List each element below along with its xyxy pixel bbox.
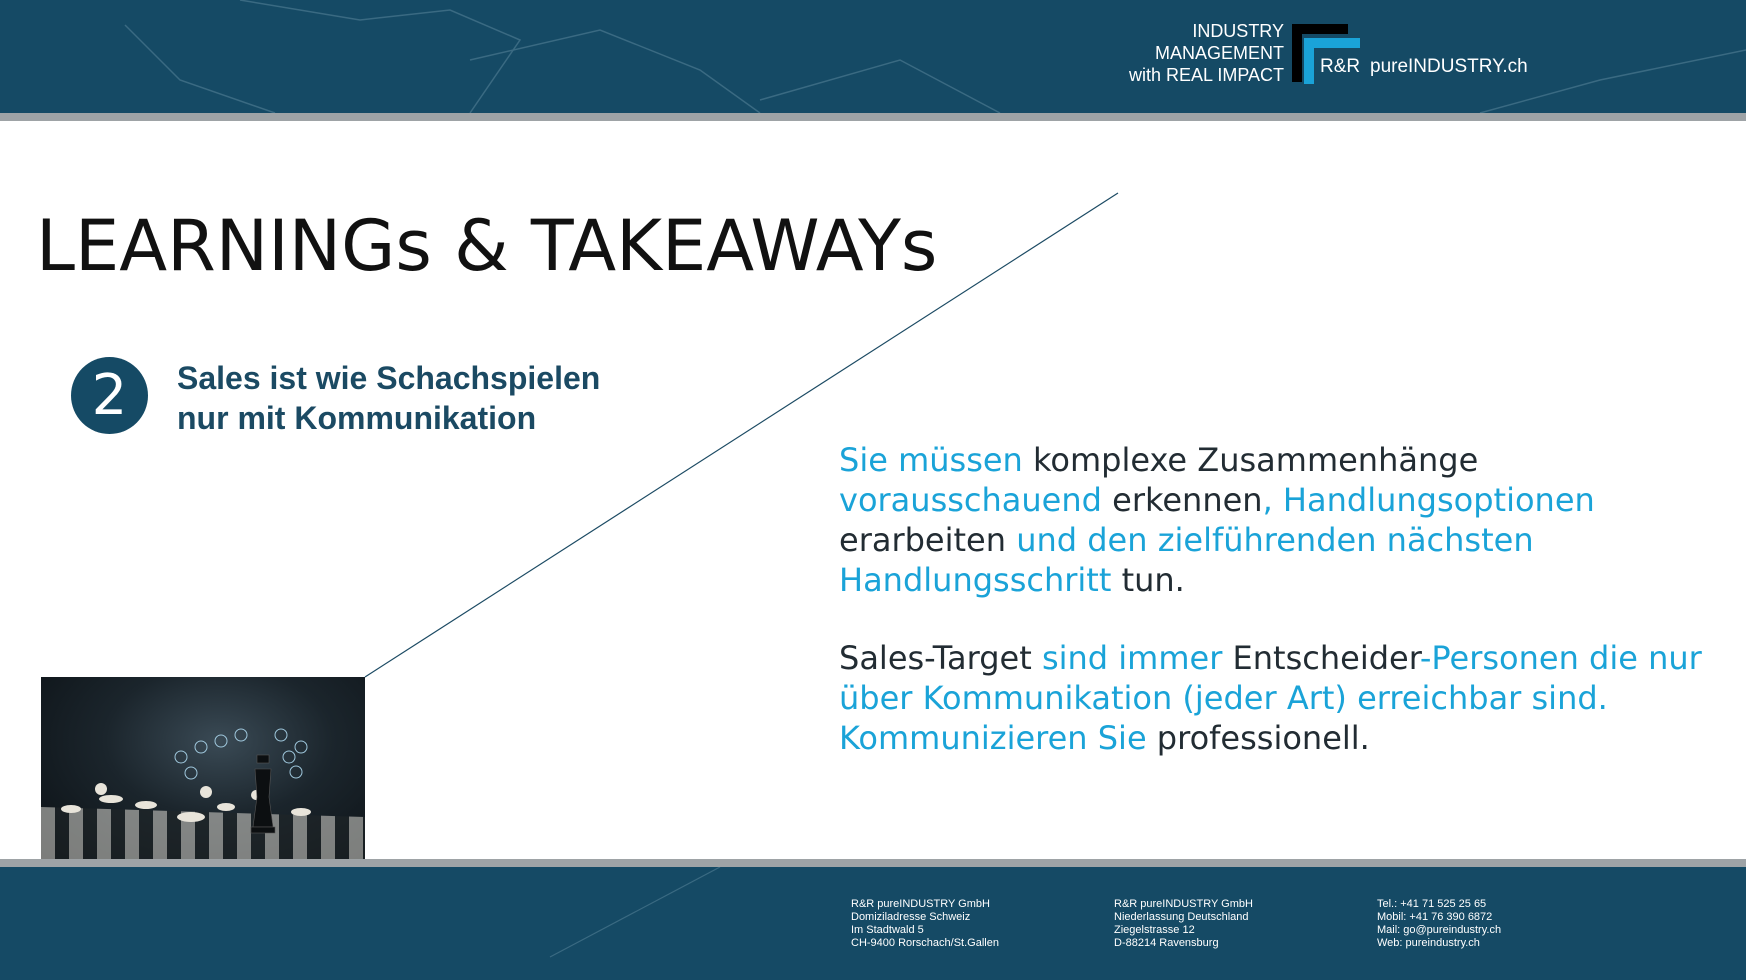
body-text-segment: professionell. [1146,719,1370,757]
highlighted-text: Sie müssen [839,441,1023,479]
contact-info [1377,898,1501,950]
contact-mail[interactable]: Mail: go@pureindustry.ch [1377,924,1502,936]
chess-photo [41,677,365,859]
address-line: Domiziladresse Schweiz [851,911,971,923]
highlighted-text: , Handlungsoptionen [1262,481,1595,519]
highlighted-text: und den zielführenden nächsten Handlungsschritt [839,521,1534,599]
address-switzerland [851,898,999,950]
tagline-line: MANAGEMENT [1154,43,1284,63]
body-text-segment: Sales-Target [839,639,1042,677]
contact-web[interactable]: Web: pureindustry.ch [1377,937,1480,949]
address-line: R&R pureINDUSTRY GmbH [1114,898,1253,910]
highlighted-text: -Personen die nur über Kommunikation (jeder Art) erreichbar sind. Kommunizieren Sie [839,639,1702,757]
tagline-line: with REAL IMPACT [1128,65,1284,85]
address-line: Im Stadtwald 5 [851,924,924,936]
address-line: CH-9400 Rorschach/St.Gallen [851,937,999,949]
body-text-segment: erarbeiten [839,521,1017,559]
footer-stripe [0,859,1746,867]
address-line: R&R pureINDUSTRY GmbH [851,898,990,910]
subtitle-line: Sales ist wie Schachspielen [177,360,601,396]
address-line: Niederlassung Deutschland [1114,911,1249,923]
chess-board-illustration [41,677,365,859]
subtitle-line: nur mit Kommunikation [177,400,537,436]
body-text-segment: erkennen [1101,481,1263,519]
body-text-segment: tun. [1111,561,1185,599]
paragraph-1 [839,440,1719,600]
body-text-segment: komplexe Zusammenhänge [1022,441,1479,479]
point-subtitle [177,358,600,438]
contact-mobile[interactable]: Mobil: +41 76 390 6872 [1377,911,1493,923]
paragraph-2 [839,638,1719,758]
highlighted-text: vorausschauend [839,481,1102,519]
site-url[interactable]: pureINDUSTRY.ch [1370,56,1528,77]
address-line: Ziegelstrasse 12 [1114,924,1195,936]
tagline-line: INDUSTRY [1192,21,1284,41]
body-text-segment: Entscheider [1222,639,1420,677]
highlighted-text: sind immer [1041,639,1223,677]
logo-text: R&R [1320,56,1361,77]
page-title: LEARNINGs & TAKEAWAYs [36,205,938,287]
contact-phone[interactable]: Tel.: +41 71 525 25 65 [1377,898,1487,910]
address-germany [1114,898,1253,950]
address-line: D-88214 Ravensburg [1114,937,1219,949]
point-number-badge: 2 [71,357,148,434]
